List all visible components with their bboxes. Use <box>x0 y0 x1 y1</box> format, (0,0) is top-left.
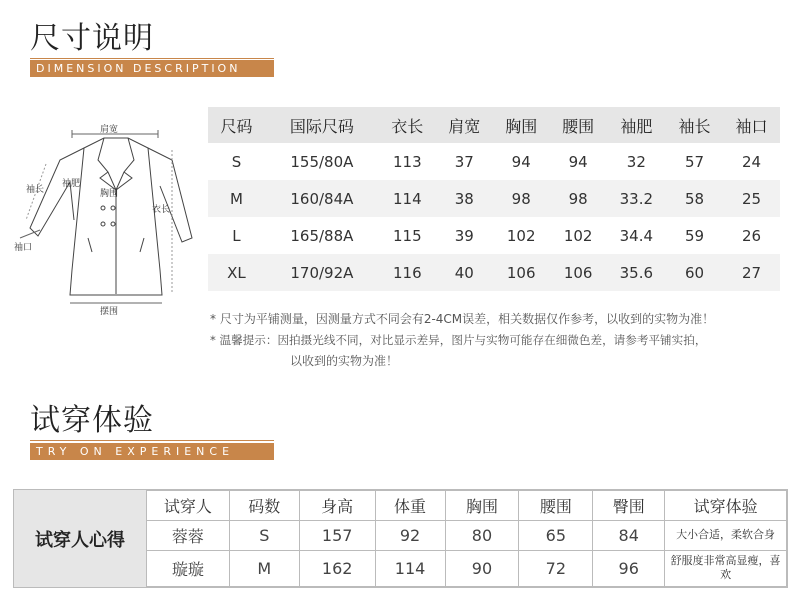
col-experience: 试穿体验 <box>665 491 787 521</box>
table-cell: 170/92A <box>265 254 379 291</box>
tryon-subtitle-band: TRY ON EXPERIENCE <box>30 443 274 460</box>
note-measurement: * 尺寸为平铺测量，因测量方式不同会有2-4CM误差，相关数据仅作参考，以收到的实物为准！ <box>210 312 715 326</box>
table-cell: 106 <box>550 254 607 291</box>
dimension-title-rule <box>30 58 274 59</box>
table-cell: 115 <box>392 226 422 245</box>
table-cell: 27 <box>723 254 780 291</box>
table-cell: 102 <box>563 226 593 245</box>
table-cell: 舒服度非常高显瘦，喜欢 <box>665 550 787 586</box>
table-cell: 蓉蓉 <box>147 520 230 550</box>
table-cell: XL <box>208 254 265 291</box>
note-color-tip: * 温馨提示：因拍摄光线不同，对比显示差异，图片与实物可能存在细微色差，请参考平铺实拍， <box>210 333 707 347</box>
col-chest: 胸围 <box>493 107 550 143</box>
table-cell: 114 <box>379 180 436 217</box>
table-cell: 106 <box>493 254 550 291</box>
table-cell: S <box>231 152 242 171</box>
table-cell: 72 <box>519 550 593 586</box>
table-cell: 92 <box>375 520 445 550</box>
table-cell: 59 <box>684 226 705 245</box>
table-cell: 34.4 <box>619 226 654 245</box>
table-cell: 157 <box>299 520 375 550</box>
table-cell: 65 <box>519 520 593 550</box>
right-sleeve <box>148 148 192 242</box>
table-cell: 60 <box>666 254 723 291</box>
table-cell: 94 <box>568 152 588 171</box>
col-intl-size: 国际尺码 <box>265 107 379 143</box>
table-cell: 162 <box>299 550 375 586</box>
table-cell: 96 <box>593 550 665 586</box>
table-cell: S <box>229 520 299 550</box>
dimension-subtitle-band: DIMENSION DESCRIPTION <box>30 60 274 77</box>
col-cuff: 袖口 <box>723 107 780 143</box>
col-hip: 臀围 <box>593 491 665 521</box>
table-cell: 39 <box>454 226 474 245</box>
table-cell: 26 <box>741 226 762 245</box>
coat-collar <box>98 138 134 190</box>
table-cell: M <box>208 180 265 217</box>
tryon-title-rule <box>30 440 274 441</box>
table-cell: 165/88A <box>290 226 354 245</box>
table-cell: 80 <box>445 520 519 550</box>
col-tester: 试穿人 <box>147 491 230 521</box>
table-row <box>147 550 787 586</box>
table-cell: 94 <box>511 152 531 171</box>
label-sleeve-length: 袖长 <box>26 185 45 195</box>
tryon-panel <box>13 489 788 588</box>
table-cell: 90 <box>445 550 519 586</box>
table-row <box>208 254 780 291</box>
col-weight: 体重 <box>375 491 445 521</box>
table-cell: 25 <box>723 180 780 217</box>
tryon-title: 试穿体验 <box>30 403 154 438</box>
label-cuff: 袖口 <box>14 243 33 253</box>
table-row <box>208 180 780 217</box>
col-shoulder: 肩宽 <box>436 107 493 143</box>
table-cell: 大小合适，柔软合身 <box>665 520 787 550</box>
label-length: 衣长 <box>152 205 171 215</box>
col-waist: 腰围 <box>550 107 607 143</box>
note-color-tip-cont: 以收到的实物为准！ <box>290 354 399 368</box>
tryon-label: 试穿人心得 <box>14 490 146 587</box>
col-chest: 胸围 <box>445 491 519 521</box>
tryon-table <box>146 490 787 587</box>
col-sleeve-width: 袖肥 <box>607 107 666 143</box>
table-cell: 160/84A <box>265 180 379 217</box>
table-cell: 57 <box>684 152 705 171</box>
table-cell: 37 <box>454 152 474 171</box>
label-sleeve-width: 袖肥 <box>62 179 81 189</box>
table-cell: 35.6 <box>607 254 666 291</box>
table-cell: 33.2 <box>607 180 666 217</box>
label-chest: 胸围 <box>100 189 119 199</box>
table-cell: 102 <box>506 226 536 245</box>
col-size: 尺码 <box>208 107 265 143</box>
label-shoulder: 肩宽 <box>100 125 119 135</box>
table-row <box>208 143 780 180</box>
dimension-title: 尺寸说明 <box>30 21 154 56</box>
table-cell: L <box>232 226 241 245</box>
size-table <box>208 107 780 291</box>
table-cell: 98 <box>493 180 550 217</box>
coat-diagram <box>12 120 202 315</box>
table-cell: 113 <box>392 152 422 171</box>
col-length: 衣长 <box>379 107 436 143</box>
table-cell: M <box>229 550 299 586</box>
table-row <box>208 217 780 254</box>
col-height: 身高 <box>299 491 375 521</box>
table-cell: 116 <box>379 254 436 291</box>
table-cell: 32 <box>626 152 646 171</box>
size-table-header <box>208 107 780 143</box>
tryon-header-row <box>147 491 787 521</box>
table-cell: 155/80A <box>290 152 354 171</box>
table-cell: 58 <box>666 180 723 217</box>
table-cell: 24 <box>741 152 762 171</box>
col-size: 码数 <box>229 491 299 521</box>
table-cell: 84 <box>593 520 665 550</box>
table-cell: 114 <box>375 550 445 586</box>
table-cell: 38 <box>436 180 493 217</box>
table-cell: 40 <box>436 254 493 291</box>
table-cell: 璇璇 <box>147 550 230 586</box>
table-cell: 98 <box>550 180 607 217</box>
col-waist: 腰围 <box>519 491 593 521</box>
label-hem: 摆围 <box>100 307 119 315</box>
table-row <box>147 520 787 550</box>
col-sleeve-length: 袖长 <box>666 107 723 143</box>
